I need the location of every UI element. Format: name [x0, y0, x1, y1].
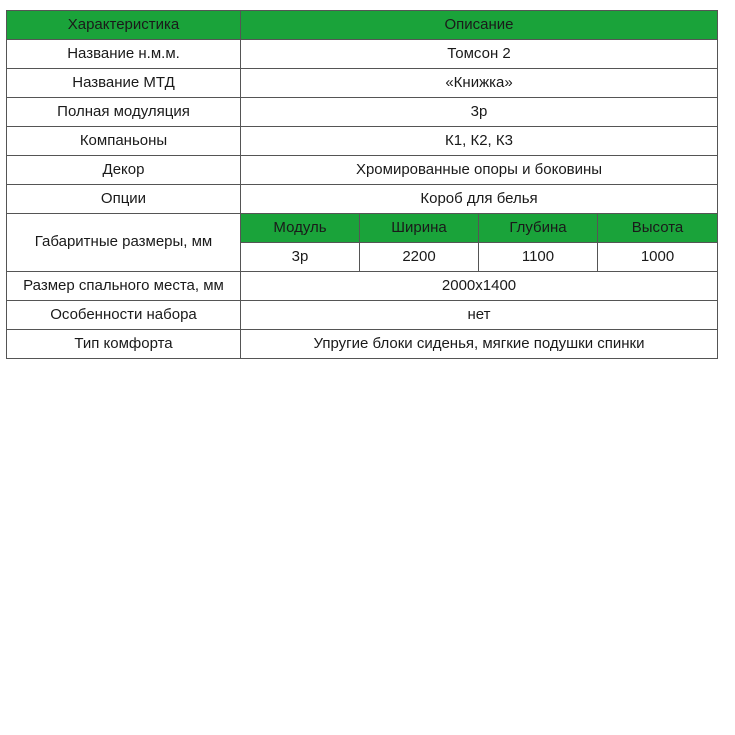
table-row	[7, 98, 718, 127]
row-value: Упругие блоки сиденья, мягкие подушки спинки	[241, 330, 718, 359]
row-label: Название МТД	[7, 69, 241, 98]
row-value: Короб для белья	[241, 185, 718, 214]
dimensions-value-depth: 1100	[479, 243, 598, 272]
table-row	[7, 40, 718, 69]
dimensions-header-row	[7, 214, 718, 243]
dimensions-header-width: Ширина	[360, 214, 479, 243]
header-characteristic: Характеристика	[7, 11, 241, 40]
dimensions-header-depth: Глубина	[479, 214, 598, 243]
table-row	[7, 301, 718, 330]
dimensions-header-height: Высота	[598, 214, 718, 243]
row-value: «Книжка»	[241, 69, 718, 98]
table-header-row	[7, 11, 718, 40]
row-value: 2000х1400	[241, 272, 718, 301]
row-value: Томсон 2	[241, 40, 718, 69]
table-row	[7, 272, 718, 301]
row-label: Компаньоны	[7, 127, 241, 156]
dimensions-value-module: 3р	[241, 243, 360, 272]
header-description: Описание	[241, 11, 718, 40]
row-label: Особенности набора	[7, 301, 241, 330]
dimensions-value-height: 1000	[598, 243, 718, 272]
row-label: Декор	[7, 156, 241, 185]
spec-table	[6, 10, 718, 359]
table-row	[7, 330, 718, 359]
row-value: Хромированные опоры и боковины	[241, 156, 718, 185]
table-row	[7, 69, 718, 98]
row-value: нет	[241, 301, 718, 330]
row-value: 3р	[241, 98, 718, 127]
row-value: К1, К2, К3	[241, 127, 718, 156]
row-label: Полная модуляция	[7, 98, 241, 127]
row-label: Тип комфорта	[7, 330, 241, 359]
table-row	[7, 185, 718, 214]
dimensions-header-module: Модуль	[241, 214, 360, 243]
row-label: Опции	[7, 185, 241, 214]
dimensions-value-width: 2200	[360, 243, 479, 272]
table-row	[7, 127, 718, 156]
row-label: Размер спального места, мм	[7, 272, 241, 301]
row-label: Название н.м.м.	[7, 40, 241, 69]
table-row	[7, 156, 718, 185]
dimensions-label: Габаритные размеры, мм	[7, 214, 241, 272]
